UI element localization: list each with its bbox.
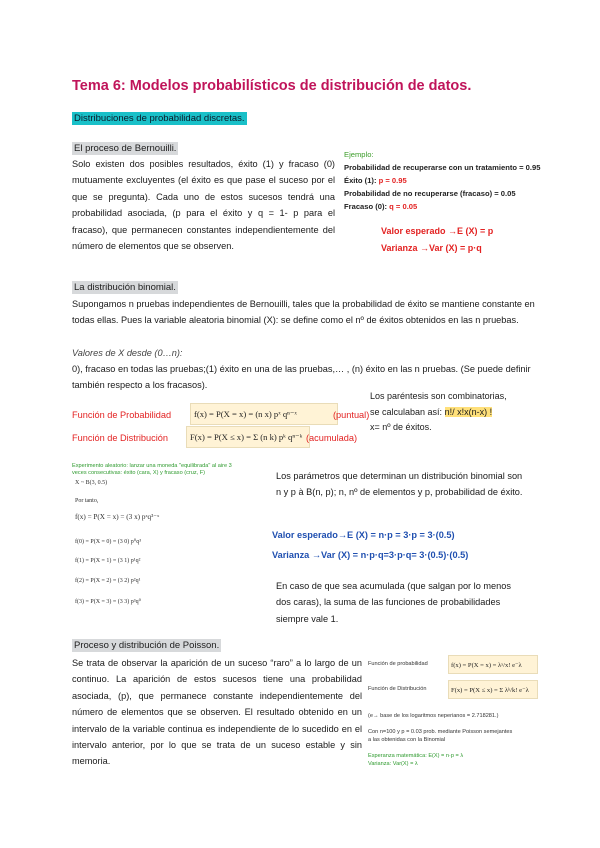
binomial-intro: Supongamos n pruebas independientes de Bernouilli, tales que la probabilidad de éxito se mantiene constante en todas ellas. Pues la variable aleatoria binomial (X): se define como el nº de éxitos obtenidos en las n pruebas.	[72, 299, 535, 326]
binomial-parametros: Los parámetros que determinan un distribución binomial son n y p à B(n, p); n, nº de elementos y p, probabilidad de éxito.	[276, 471, 523, 498]
parentesis-line2-text: se calculaban así:	[370, 406, 443, 417]
binomial-acumulada: En caso de que sea acumulada (que salgan por lo menos dos caras), la suma de las funciones de probabilidades siempre vale 1.	[276, 581, 511, 624]
binomial-tag-acumulada: (acumulada)	[306, 433, 358, 443]
binomial-formula-probabilidad: f(x) = P(X = x) = (n x) pˣ qⁿ⁻ˣ	[190, 403, 338, 425]
section-discretas-label: Distribuciones de probabilidad discretas.	[74, 113, 245, 124]
binomial-example-thumbnail	[72, 463, 272, 625]
thumb-line4: Por tanto,	[75, 498, 99, 504]
poisson-note1: (e→ base de los logaritmos neperianos = 2.718281.)	[368, 713, 499, 719]
parentesis-formula: n!/ x!x(n-x) !	[444, 406, 493, 417]
bernoulli-varianza: Varianza →Var (X) = p·q	[381, 243, 482, 253]
parentesis-line3: x= nº de éxitos.	[370, 422, 432, 432]
example-line1: Probabilidad de recuperarse con un tratamiento = 0.95	[344, 163, 541, 172]
poisson-note2: Con n=100 y p = 0.03 prob. mediante Poisson semejantes	[368, 729, 513, 735]
poisson-note3: a las obtenidas con la Binomial	[368, 737, 446, 743]
section-discretas	[72, 113, 247, 124]
poisson-paragraph: Se trata de observar la aparición de un suceso “raro” a lo largo de un continuo. La aparición de estos sucesos tiene una probabilidad asociada, (p), que permanece constante independientemente del número de elementos que se observen. El resultado obtenido en un intervalo de la variable continua es independiente de lo sucedido en el intervalo anterior, por lo que se trata de un suceso estable y sin memoria.	[72, 658, 362, 767]
example-fracaso	[344, 200, 574, 213]
section-bernoulli-label: El proceso de Bernouilli.	[74, 143, 177, 154]
thumb-row3: f(3) = P(X = 3) = (3 3) p³q⁰	[75, 599, 142, 605]
bernoulli-valor-esperado: Valor esperado →E (X) = p	[381, 226, 494, 236]
poisson-formula-probabilidad: f(x) = P(X = x) = λˣ/x! e⁻λ	[448, 655, 538, 674]
binomial-varianza: Varianza →Var (X) = n·p·q=3·p·q= 3·(0.5)·(0.5)	[272, 550, 469, 560]
bernoulli-paragraph: Solo existen dos posibles resultados, éxito (1) y fracaso (0) mutuamente excluyentes (el éxito es que pase el suceso por el que se pregunta). Cada uno de estos sucesos tendrá una probabilidad asociada, (p para el éxito y q = 1- p para el fracaso), que permanecen constantes independientemente del número de elementos que se observen.	[72, 159, 335, 252]
binomial-valor-esperado: Valor esperado→E (X) = n·p = 3·p = 3·(0.5)	[272, 530, 455, 540]
thumb-line2: veces consecutivas: éxito (cara, X) y fracaso (cruz, F)	[72, 470, 206, 476]
poisson-funcion-distribucion: Función de Distribución	[368, 686, 427, 692]
section-binomial	[72, 282, 178, 293]
thumb-line1: Experimento aleatorio: lanzar una moneda "equilibrada" al aire 3	[72, 463, 232, 469]
poisson-funcion-probabilidad: Función de probabilidad	[368, 661, 428, 667]
example-exito	[344, 174, 574, 187]
binomial-valores-text: 0), fracaso en todas las pruebas;(1) éxito en una de las pruebas,… , (n) éxito en las n pruebas. (Se puede definir también respecto a los fracasos).	[72, 364, 531, 391]
example-line3: Probabilidad de no recuperarse (fracaso) = 0.05	[344, 189, 516, 198]
thumb-formula: f(x) = P(X = x) = (3 x) pˣq³⁻ˣ	[75, 513, 160, 521]
page-title: Tema 6: Modelos probabilísticos de distribución de datos.	[72, 78, 472, 94]
parentesis-line2	[370, 405, 507, 421]
thumb-line3: X ~ B(3, 0.5)	[75, 480, 108, 486]
binomial-valores-label: Valores de X desde (0…n):	[72, 348, 183, 358]
binomial-funcion-distribucion: Función de Distribución	[72, 433, 169, 443]
poisson-esperanza: Esperanza matemática: E(X) = n·p = λ	[368, 753, 464, 759]
example-heading: Ejemplo:	[344, 150, 374, 159]
binomial-parentesis-note	[370, 389, 507, 436]
thumb-row2: f(2) = P(X = 2) = (3 2) p²q¹	[75, 578, 141, 584]
section-poisson	[72, 640, 221, 651]
section-binomial-label: La distribución binomial.	[74, 282, 176, 293]
binomial-formula-distribucion: F(x) = P(X ≤ x) = Σ (n k) pᵏ qⁿ⁻ᵏ	[186, 426, 310, 448]
example-fracaso-label: Fracaso (0):	[344, 202, 388, 211]
section-poisson-label: Proceso y distribución de Poisson.	[74, 640, 220, 651]
poisson-varianza: Varianza: Var(X) = λ	[368, 761, 418, 767]
binomial-funcion-probabilidad: Función de Probabilidad	[72, 410, 172, 420]
section-bernoulli	[72, 143, 178, 154]
example-exito-label: Éxito (1):	[344, 176, 377, 185]
poisson-formula-distribucion: F(x) = P(X ≤ x) = Σ λᵏ/k! e⁻λ	[448, 680, 538, 699]
example-exito-value: p = 0.95	[378, 176, 407, 185]
bernoulli-example	[344, 148, 574, 213]
binomial-tag-puntual: (puntual)	[333, 410, 370, 420]
thumb-row0: f(0) = P(X = 0) = (3 0) p⁰q³	[75, 539, 142, 545]
thumb-row1: f(1) = P(X = 1) = (3 1) p¹q²	[75, 558, 141, 564]
parentesis-line1: Los paréntesis son combinatorias,	[370, 391, 507, 401]
example-fracaso-value: q = 0.05	[389, 202, 418, 211]
